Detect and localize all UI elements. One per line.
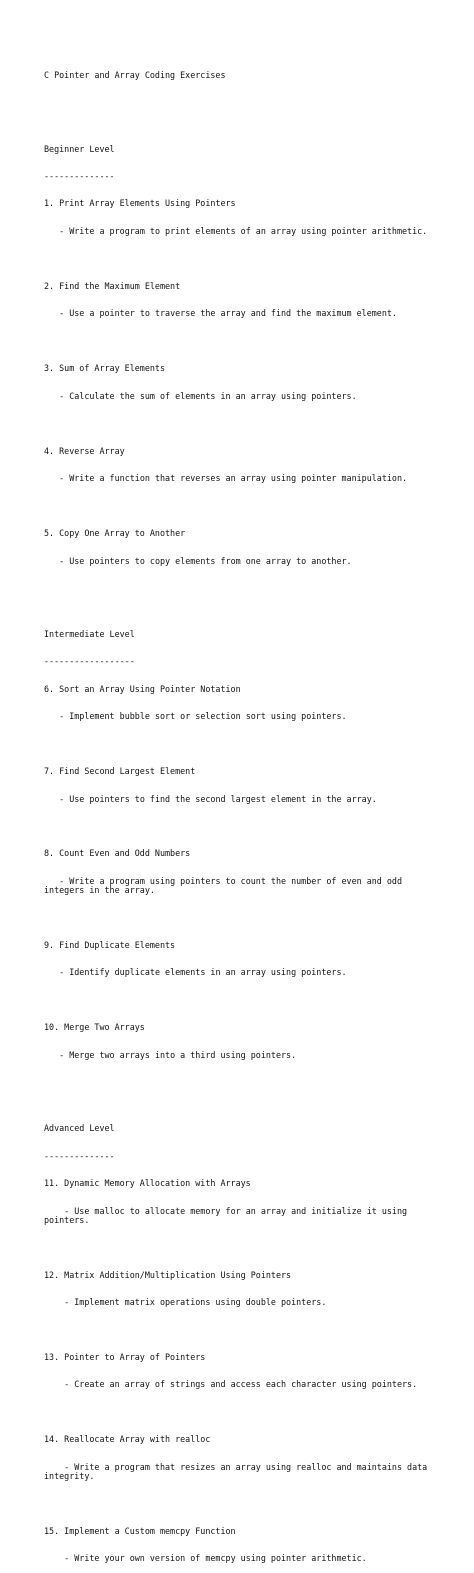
exercise-description: - Use pointers to copy elements from one array to another. — [44, 555, 352, 566]
blank-line — [44, 419, 444, 428]
exercise-description: - Write a program using pointers to count the number of even and odd integers in the array. — [44, 875, 408, 896]
exercise-title: 7. Find Second Largest Element — [44, 766, 196, 777]
exercise-title: 1. Print Array Elements Using Pointers — [44, 198, 236, 209]
exercise-description: - Implement matrix operations using double pointers. — [44, 1297, 327, 1308]
exercise-title: 13. Pointer to Array of Pointers — [44, 1351, 206, 1362]
exercise-title: 8. Count Even and Odd Numbers — [44, 848, 191, 859]
exercise-description: - Write your own version of memcpy using pointer arithmetic. — [44, 1553, 367, 1564]
blank-line — [44, 822, 444, 831]
section-rule: ------------------ — [44, 656, 135, 667]
blank-line — [44, 1078, 444, 1087]
blank-line — [44, 1243, 444, 1252]
exercise-title: 11. Dynamic Memory Allocation with Arrays — [44, 1178, 251, 1189]
exercise-title: 3. Sum of Array Elements — [44, 363, 166, 374]
document-body — [44, 53, 444, 1573]
blank-line — [44, 1326, 444, 1335]
exercise-description: - Use pointers to find the second largest element in the array. — [44, 793, 377, 804]
blank-line — [44, 1499, 444, 1508]
exercise-title: 10. Merge Two Arrays — [44, 1022, 145, 1033]
blank-line — [44, 502, 444, 511]
section-heading-advanced: Advanced Level — [44, 1123, 115, 1134]
blank-line — [44, 1408, 444, 1417]
blank-line — [44, 337, 444, 346]
exercise-description: - Merge two arrays into a third using pointers. — [44, 1049, 297, 1060]
exercise-description: - Use malloc to allocate memory for an array and initialize it using pointers. — [44, 1205, 413, 1225]
exercise-title: 2. Find the Maximum Element — [44, 280, 181, 291]
blank-line — [44, 914, 444, 923]
exercise-title: 5. Copy One Array to Another — [44, 528, 186, 539]
blank-line — [44, 254, 444, 263]
exercise-title: 14. Reallocate Array with realloc — [44, 1434, 211, 1445]
exercise-description: - Identify duplicate elements in an array using pointers. — [44, 967, 347, 978]
exercise-title: 9. Find Duplicate Elements — [44, 940, 176, 951]
blank-line — [44, 584, 444, 593]
exercise-description: - Calculate the sum of elements in an array using pointers. — [44, 390, 357, 401]
exercise-title: 6. Sort an Array Using Pointer Notation — [44, 683, 241, 694]
section-heading-beginner: Beginner Level — [44, 143, 115, 154]
section-rule: -------------- — [44, 1150, 115, 1161]
exercise-title: 15. Implement a Custom memcpy Function — [44, 1525, 236, 1536]
document-title: C Pointer and Array Coding Exercises — [44, 70, 226, 81]
exercise-description: - Write a program to print elements of an array using pointer arithmetic. — [44, 225, 428, 236]
exercise-description: - Create an array of strings and access each character using pointers. — [44, 1379, 418, 1390]
exercise-description: - Write a function that reverses an array using pointer manipulation. — [44, 473, 408, 484]
exercise-description: - Write a program that resizes an array using realloc and maintains data integrity. — [44, 1461, 433, 1481]
exercise-description: - Use a pointer to traverse the array and find the maximum element. — [44, 308, 397, 319]
blank-line — [44, 740, 444, 749]
section-heading-intermediate: Intermediate Level — [44, 628, 135, 639]
blank-line — [44, 99, 444, 108]
exercise-description: - Implement bubble sort or selection sort using pointers. — [44, 711, 347, 722]
blank-line — [44, 996, 444, 1005]
section-rule: -------------- — [44, 171, 115, 182]
exercise-title: 4. Reverse Array — [44, 445, 125, 456]
exercise-title: 12. Matrix Addition/Multiplication Using Pointers — [44, 1269, 292, 1280]
